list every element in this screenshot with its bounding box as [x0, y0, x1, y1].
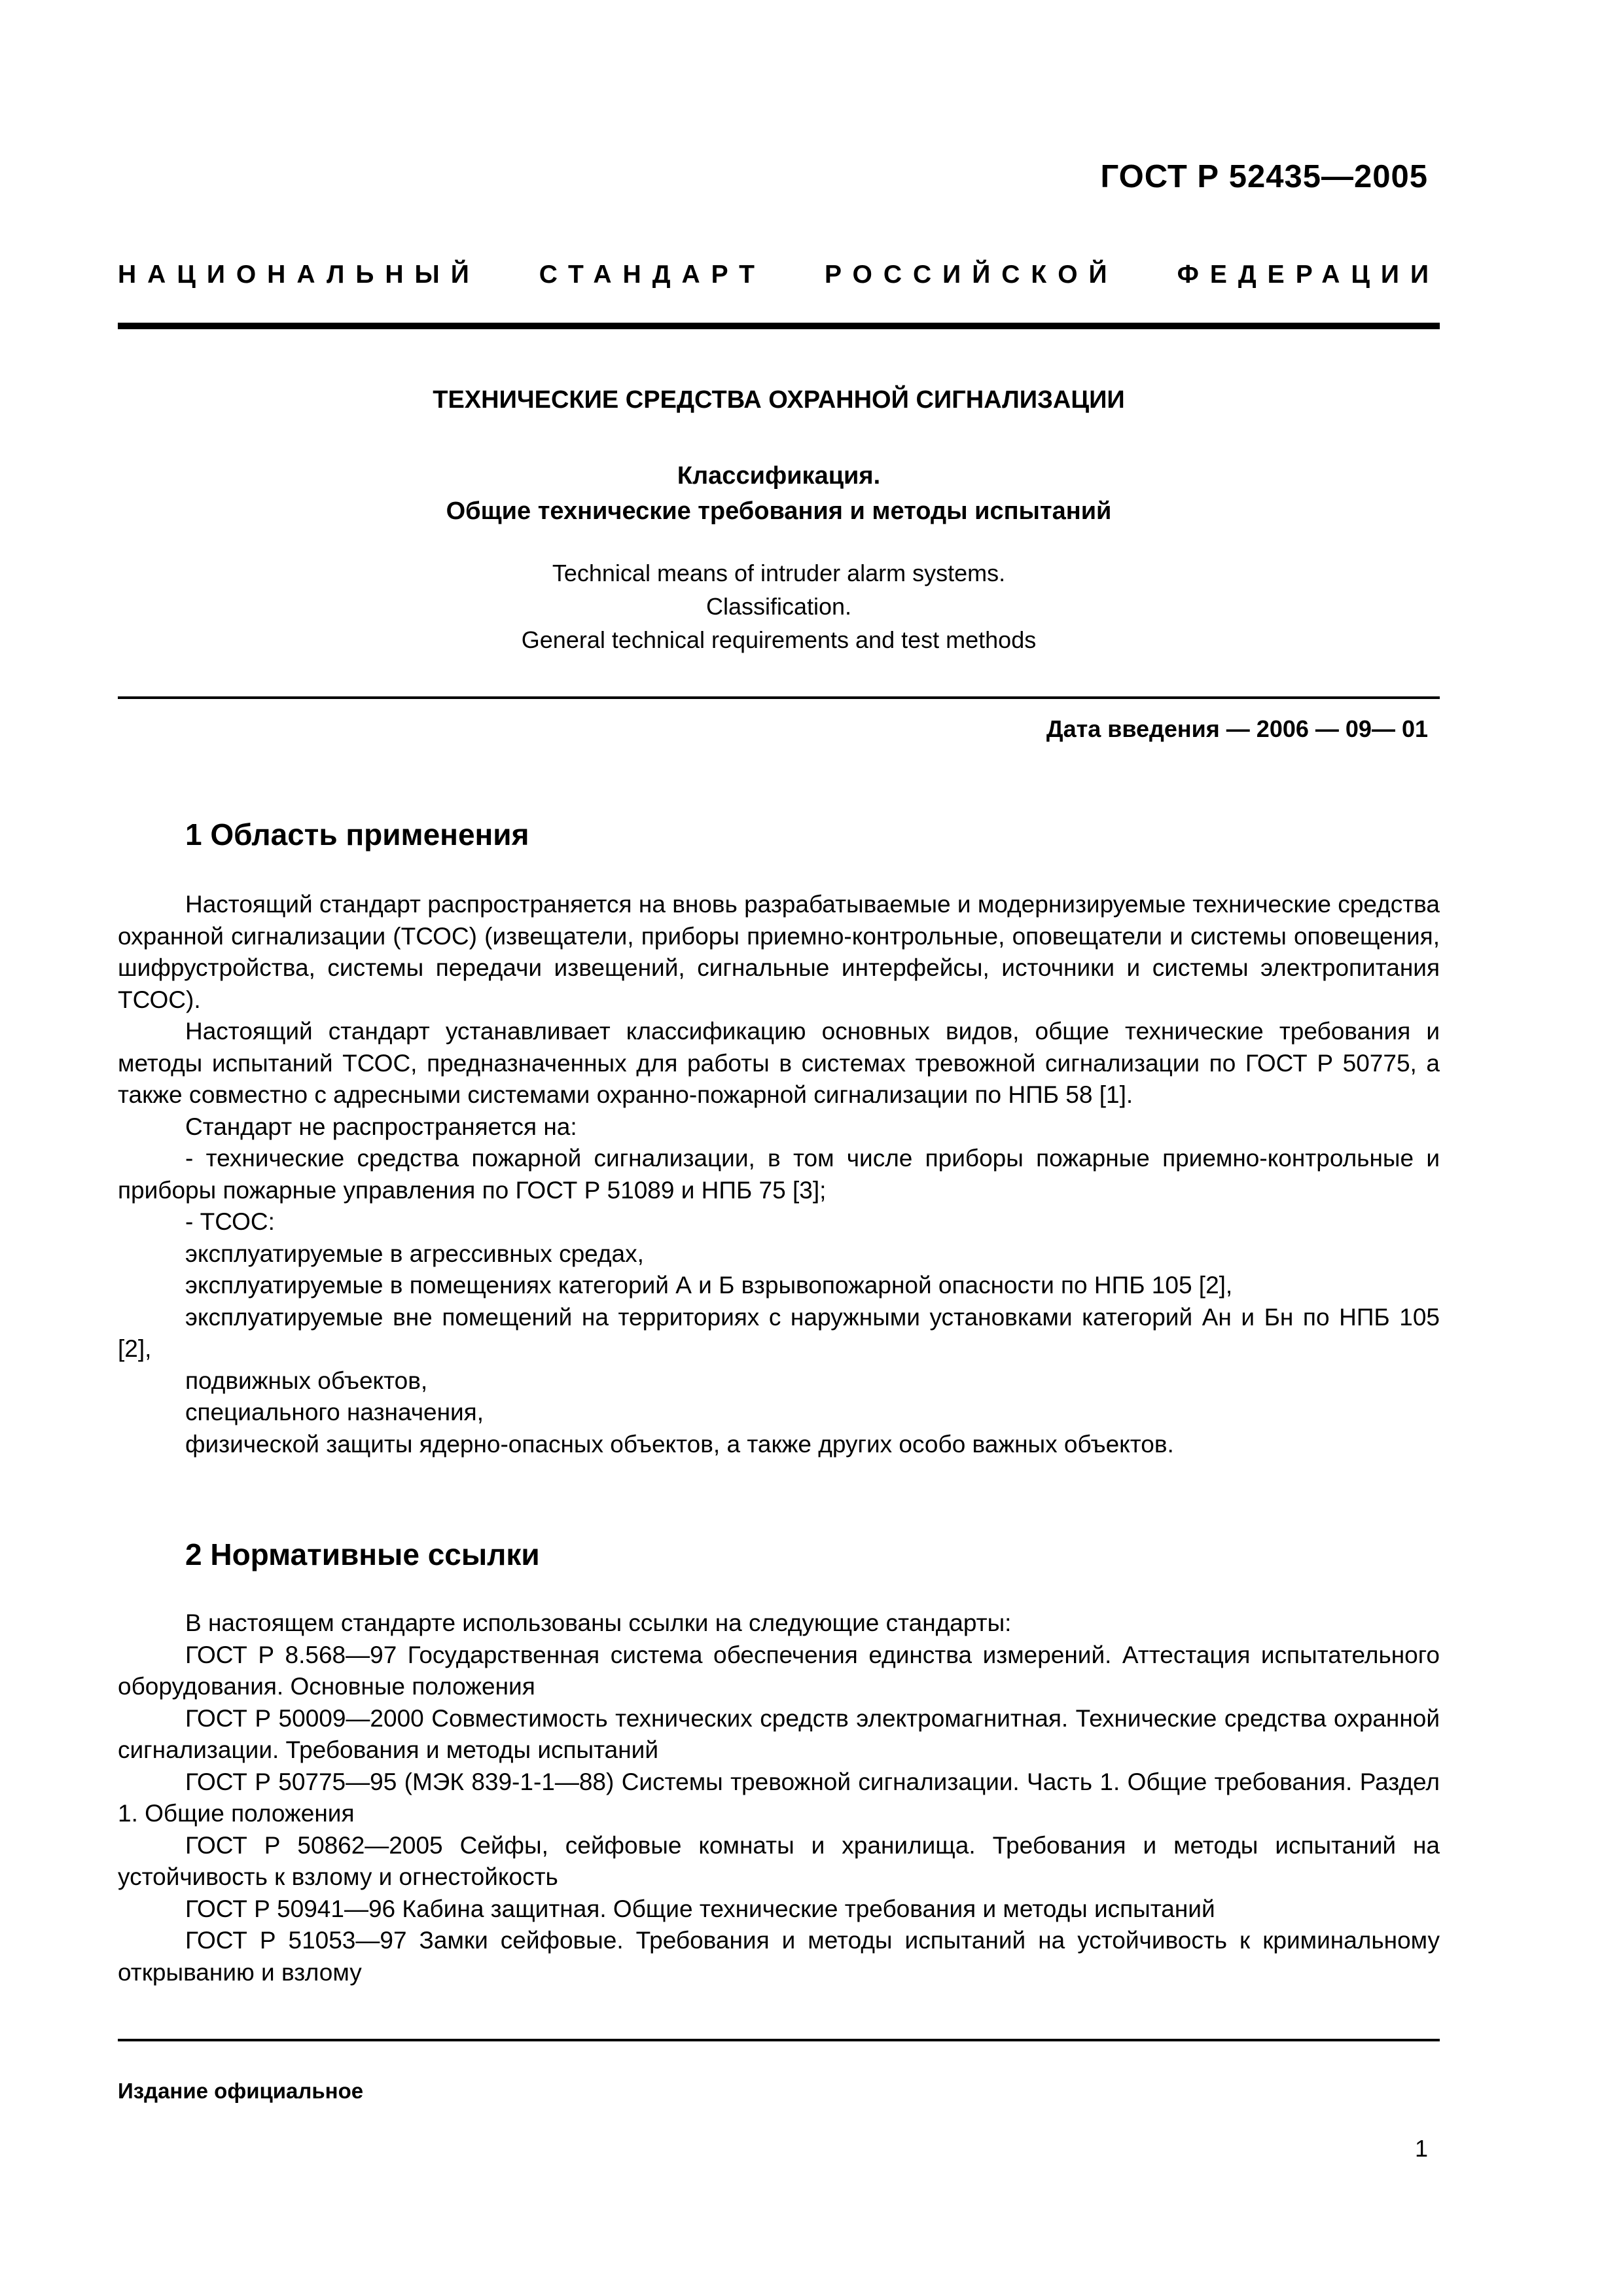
section-heading-scope: 1 Область применения [185, 817, 529, 852]
paragraph: В настоящем стандарте использованы ссылки на следующие стандарты: [185, 1609, 1012, 1636]
paragraph: эксплуатируемые в агрессивных средах, [185, 1240, 644, 1267]
scope-section-body [118, 889, 1440, 1460]
reference-item: ГОСТ Р 51053—97 Замки сейфовые. Требования и методы испытаний на устойчивость к криминальному открыванию и взлому [118, 1927, 1440, 1986]
references-section-body [118, 1607, 1440, 1988]
paragraph: специального назначения, [185, 1399, 484, 1426]
english-title-line: Classification. [705, 593, 852, 620]
paragraph: эксплуатируемые в помещениях категорий А и Б взрывопожарной опасности по НПБ 105 [2], [185, 1272, 1233, 1299]
document-title: ТЕХНИЧЕСКИЕ СРЕДСТВА ОХРАННОЙ СИГНАЛИЗАЦИИ [433, 386, 1125, 414]
paragraph: - технические средства пожарной сигнализации, в том числе приборы пожарные приемно-контрольные и приборы пожарные управления по ГОСТ Р 51089 и НПБ 75 [3]; [118, 1145, 1440, 1204]
paragraph: Настоящий стандарт устанавливает классификацию основных видов, общие технические требования и методы испытаний ТСОС, предназначенных для работы в системах тревожной сигнализации по ГОСТ Р 50775, а также совместно с адресными системами охранно-пожарной сигнализации по НПБ 58 [1]. [118, 1018, 1440, 1108]
english-title [118, 556, 1440, 656]
reference-item: ГОСТ Р 8.568—97 Государственная система обеспечения единства измерений. Аттестация испытательного оборудования. Основные положения [118, 1641, 1440, 1700]
reference-item: ГОСТ Р 50009—2000 Совместимость технических средств электромагнитная. Технические средства охранной сигнализации. Требования и методы испытаний [118, 1704, 1440, 1763]
paragraph: физической защиты ядерно-опасных объектов, а также других особо важных объектов. [185, 1430, 1174, 1458]
reference-item: ГОСТ Р 50862—2005 Сейфы, сейфовые комнаты и хранилища. Требования и методы испытаний на устойчивость к взлому и огнестойкость [118, 1831, 1440, 1890]
english-title-line: General technical requirements and test methods [521, 626, 1037, 653]
header-divider [118, 323, 1440, 329]
national-standard-banner: НАЦИОНАЛЬНЫЙ СТАНДАРТ РОССИЙСКОЙ ФЕДЕРАЦИИ [118, 260, 1440, 289]
document-subtitle [118, 458, 1440, 529]
introduction-date: Дата введения — 2006 — 09— 01 [1046, 715, 1428, 742]
paragraph: Настоящий стандарт распространяется на вновь разрабатываемые и модернизируемые технические средства охранной сигнализации (ТСОС) (извещатели, приборы приемно-контрольные, оповещатели и системы оповещения, шифрустройства, системы передачи извещений, сигнальные интерфейсы, источники и системы электропитания ТСОС). [118, 891, 1440, 1013]
section-heading-references: 2 Нормативные ссылки [185, 1537, 540, 1571]
paragraph: эксплуатируемые вне помещений на территориях с наружными установками категорий Ан и Бн по НПБ 105 [2], [118, 1303, 1440, 1362]
official-edition-label: Издание официальное [118, 2079, 364, 2103]
english-title-line: Technical means of intruder alarm systems. [552, 560, 1006, 586]
footer-divider [118, 2039, 1440, 2041]
subtitle-line: Классификация. [677, 462, 881, 490]
subtitle-line: Общие технические требования и методы испытаний [446, 497, 1112, 525]
standard-designation: ГОСТ Р 52435—2005 [1100, 159, 1428, 194]
paragraph: - ТСОС: [185, 1208, 275, 1235]
page-number: 1 [1414, 2135, 1428, 2162]
paragraph: Стандарт не распространяется на: [185, 1113, 577, 1140]
paragraph: подвижных объектов, [185, 1367, 428, 1394]
reference-item: ГОСТ Р 50775—95 (МЭК 839-1-1—88) Системы тревожной сигнализации. Часть 1. Общие требования. Раздел 1. Общие положения [118, 1768, 1440, 1827]
title-divider [118, 696, 1440, 699]
reference-item: ГОСТ Р 50941—96 Кабина защитная. Общие технические требования и методы испытаний [185, 1895, 1215, 1922]
